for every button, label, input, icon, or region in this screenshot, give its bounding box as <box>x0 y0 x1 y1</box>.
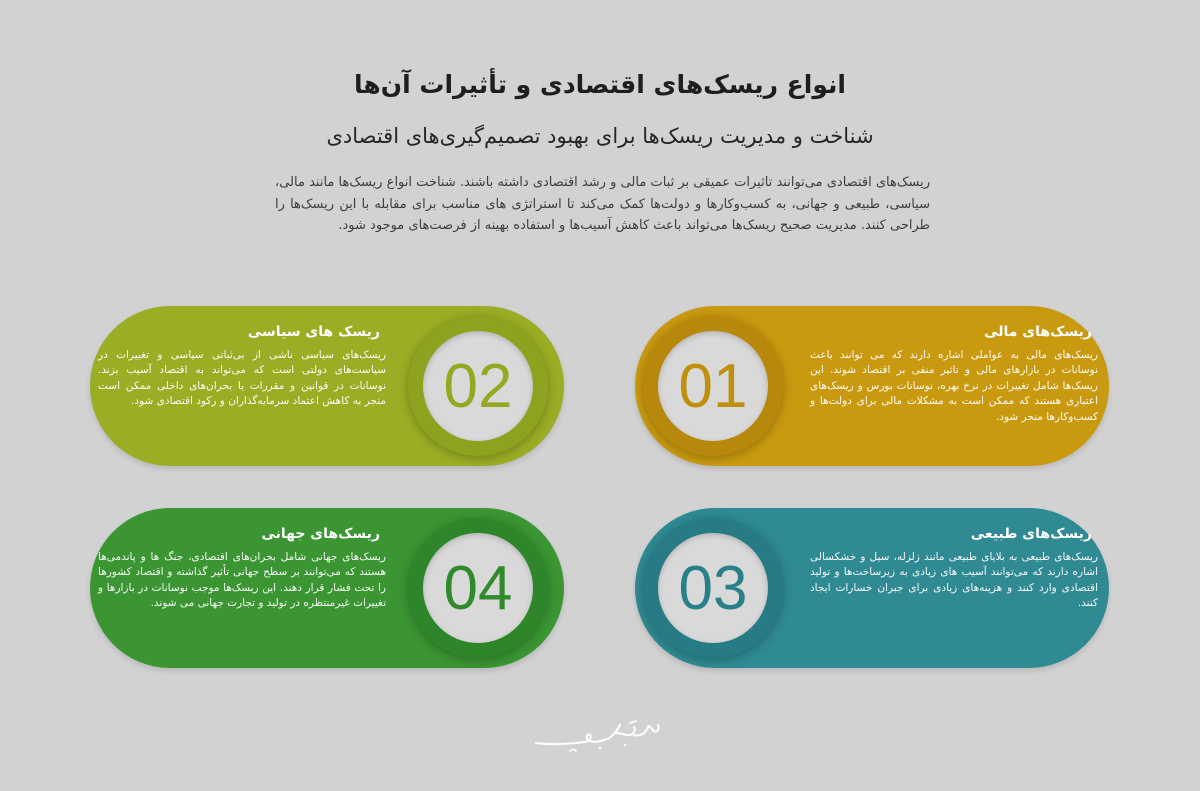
signature-logo <box>530 715 670 760</box>
card-body: ریسک‌های سیاسی ناشی از بی‌ثباتی سیاسی و تغییرات در سیاست‌های دولتی است که می‌تواند به اقتصاد آسیب بزند. نوسانات در قوانین و مقررات یا بحران‌های داخلی ممکن است منجر به کاهش اعتماد سرمایه‌گذاران و رکود اقتصادی شود. <box>98 349 386 408</box>
page-subtitle: شناخت و مدیریت ریسک‌ها برای بهبود تصمیم‌گیری‌های اقتصادی <box>326 124 874 148</box>
card-number: 01 <box>658 331 768 441</box>
card-body: ریسک‌های جهانی شامل بحران‌های اقتصادی، جنگ ها و پاندمی‌ها هستند که می‌توانند بر سطح جهانی تأثیر گذاشته و اقتصاد کشورها را تحت فشار قرار دهند. این ریسک‌ها موجب نوسانات در بازارها و تغییرات غیرمنتظره در تولید و تجارت جهانی می شوند. <box>98 551 386 610</box>
card-title: ریسک‌های مالی <box>984 324 1092 340</box>
card-title: ریسک‌های طبیعی <box>970 526 1092 542</box>
card-body: ریسک‌های طبیعی به بلایای طبیعی مانند زلزله، سیل و خشکسالی اشاره دارند که می‌توانند آسیب های زیادی به زیرساخت‌ها و تولید اقتصادی وارد کنند و هزینه‌های زیادی برای جبران خسارات ایجاد کنند. <box>810 551 1098 610</box>
card-text <box>98 324 386 410</box>
card-text <box>98 526 386 612</box>
card-number: 03 <box>658 533 768 643</box>
page-title: انواع ریسک‌های اقتصادی و تأثیرات آن‌ها <box>354 70 846 99</box>
card-title: ریسک های سیاسی <box>247 324 380 340</box>
risk-card-global <box>90 508 564 668</box>
card-text <box>810 526 1098 612</box>
number-badge <box>643 518 783 658</box>
number-badge <box>408 518 548 658</box>
card-text <box>810 324 1098 425</box>
card-number: 02 <box>423 331 533 441</box>
risk-card-political <box>90 306 564 466</box>
card-body: ریسک‌های مالی به عواملی اشاره دارند که می توانند باعث نوسانات در بازارهای مالی و تاثیر منفی بر اقتصاد شوند. این ریسک‌ها شامل تغییرات در نرخ بهره، نوسانات بورس و ریسک‌های اعتباری هستند که ممکن است به مشکلات مالی برای دولت‌ها و کسب‌وکارها منجر شود. <box>810 349 1098 423</box>
risk-card-financial <box>635 306 1109 466</box>
number-badge <box>408 316 548 456</box>
card-title: ریسک‌های جهانی <box>261 526 380 542</box>
card-number: 04 <box>423 533 533 643</box>
intro-paragraph: ریسک‌های اقتصادی می‌توانند تاثیرات عمیقی بر ثبات مالی و رشد اقتصادی داشته باشند. شناخت انواع ریسک‌ها مانند مالی، سیاسی، طبیعی و جهانی، به کسب‌وکارها و دولت‌ها کمک می‌کند تا استراتژی های مناسب برای مقابله با این ریسک‌ها را طراحی کنند. مدیریت صحیح ریسک‌ها می‌تواند باعث کاهش آسیب‌ها و استفاده بهینه از فرصت‌های موجود شود. <box>275 175 930 233</box>
number-badge <box>643 316 783 456</box>
risk-card-natural <box>635 508 1109 668</box>
